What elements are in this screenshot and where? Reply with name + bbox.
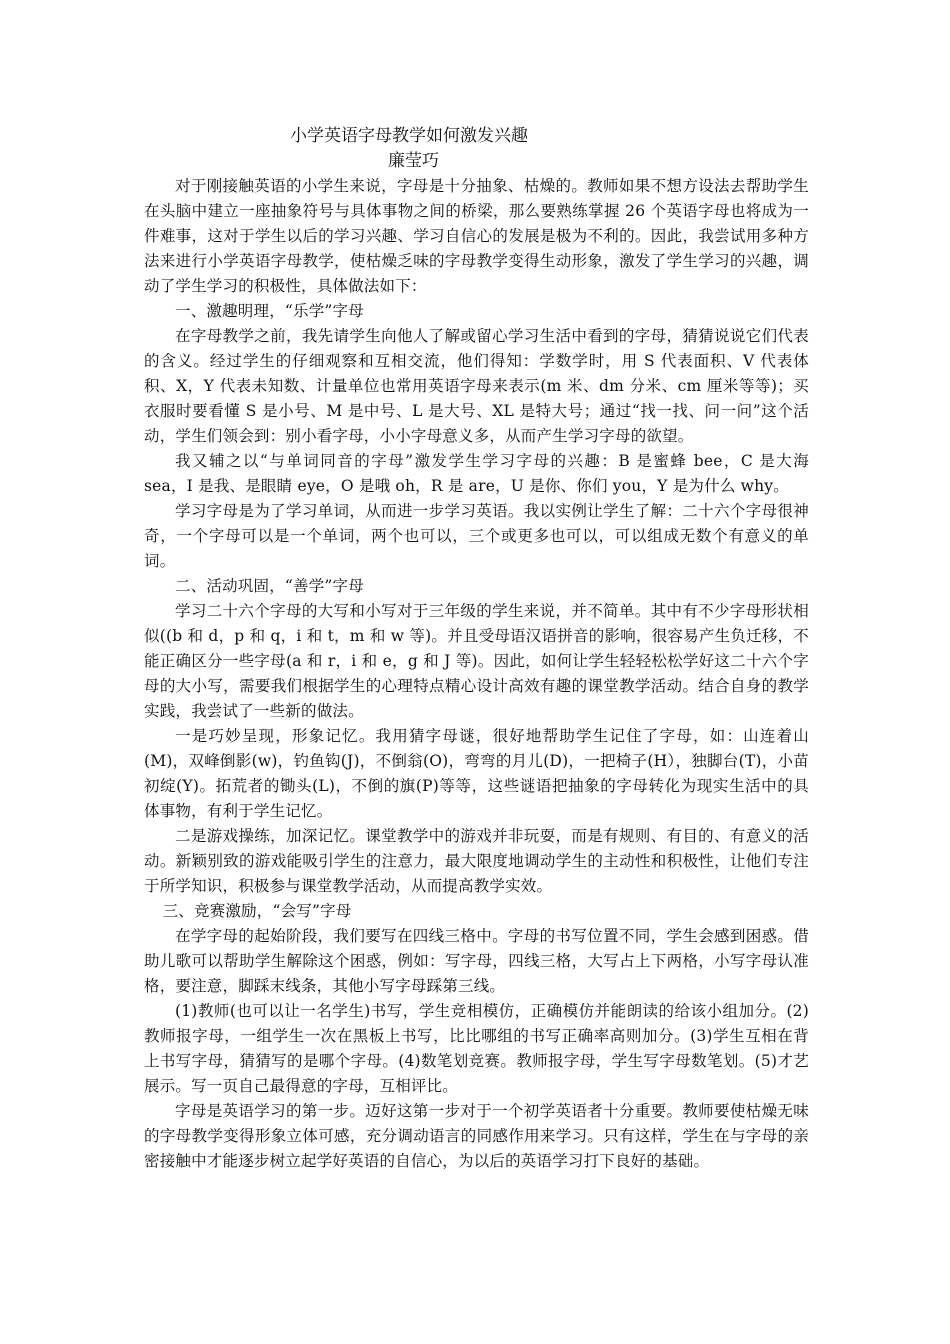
- paragraph-competitions: (1)教师(也可以让一名学生)书写，学生竞相模仿，正确模仿并能朗读的给该小组加分。(2)教师报字母，一组学生一次在黑板上书写，比比哪组的书写正确率高则加分。(3)学生互相在背上书写字母，猜猜写的是哪个字母。(4)数笔划竞赛。教师报字母，学生写字母数笔划。(5)才艺展示。写一页自己最得意的字母，互相评比。: [144, 1002, 809, 1095]
- document-body: [144, 174, 809, 1174]
- paragraph-letters-meaning: 在字母教学之前，我先请学生向他人了解或留心学习生活中看到的字母，猜猜说说它们代表的含义。经过学生的仔细观察和互相交流，他们得知：学数学时，用 S 代表面积、V 代表体积、X，Y 代表未知数、计量单位也常用英语字母来表示(m 米、dm 分米、cm 厘米等等)；买衣服时要看懂 S 是小号、M 是中号、L 是大号、XL 是特大号；通过“找一找、问一问”这个活动，学生们领会到：别小看字母，小小字母意义多，从而产生学习字母的欲望。: [144, 327, 809, 445]
- section-heading-3: 三、竞赛激励，“会写”字母: [162, 902, 352, 920]
- section-heading-2: 二、活动巩固，“善学”字母: [175, 577, 364, 595]
- section-heading-1: 一、激趣明理，“乐学”字母: [175, 302, 364, 320]
- paragraph-words: 学习字母是为了学习单词，从而进一步学习英语。我以实例让学生了解：二十六个字母很神奇，一个字母可以是一个单词，两个也可以，三个或更多也可以，可以组成无数个有意义的单词。: [144, 502, 809, 570]
- paragraph-riddles: 一是巧妙呈现，形象记忆。我用猜字母谜，很好地帮助学生记住了字母，如：山连着山(M)，双峰倒影(w)，钓鱼钩(J)，不倒翁(O)，弯弯的月儿(D)，一把椅子(H），独脚台(T)，小苗初绽(Y)。拓荒者的锄头(L)，不倒的旗(P)等等，这些谜语把抽象的字母转化为现实生活中的具体事物，有利于学生记忆。: [144, 727, 809, 820]
- paragraph-homophones: 我又辅之以“与单词同音的字母”激发学生学习字母的兴趣：B 是蜜蜂 bee，C 是大海 sea，I 是我、是眼睛 eye，O 是哦 oh，R 是 are，U 是你、你们 you，Y 是为什么 why。: [144, 452, 809, 495]
- paragraph-case-learning: 学习二十六个字母的大写和小写对于三年级的学生来说，并不简单。其中有不少字母形状相似((b 和 d，p 和 q，i 和 t，m 和 w 等)。并且受母语汉语拼音的影响，很容易产生负迁移，不能正确区分一些字母(a 和 r，i 和 e，g 和 J 等)。因此，如何让学生轻轻松松学好这二十六个字母的大小写，需要我们根据学生的心理特点精心设计高效有趣的课堂教学活动。结合自身的教学实践，我尝试了一些新的做法。: [144, 602, 809, 720]
- paragraph-games: 二是游戏操练，加深记忆。课堂教学中的游戏并非玩耍，而是有规则、有目的、有意义的活动。新颖别致的游戏能吸引学生的注意力，最大限度地调动学生的主动性和积极性，让他们专注于所学知识，积极参与课堂教学活动，从而提高教学实效。: [144, 827, 809, 895]
- document-author: 廉莹巧: [388, 151, 439, 171]
- document-title: 小学英语字母教学如何激发兴趣: [290, 126, 528, 146]
- paragraph-intro: 对于刚接触英语的小学生来说，字母是十分抽象、枯燥的。教师如果不想方设法去帮助学生在头脑中建立一座抽象符号与具体事物之间的桥梁，那么要熟练掌握 26 个英语字母也将成为一件难事，这对于学生以后的学习兴趣、学习自信心的发展是极为不利的。因此，我尝试用多种方法来进行小学英语字母教学，使枯燥乏味的字母教学变得生动形象，激发了学生学习的兴趣，调动了学生学习的积极性，具体做法如下：: [144, 177, 809, 295]
- paragraph-writing-lines: 在学字母的起始阶段，我们要写在四线三格中。字母的书写位置不同，学生会感到困惑。借助儿歌可以帮助学生解除这个困惑，例如：写字母，四线三格，大写占上下两格，小写字母认准格，要注意，脚踩末线条，其他小写字母踩第三线。: [144, 927, 809, 995]
- paragraph-conclusion: 字母是英语学习的第一步。迈好这第一步对于一个初学英语者十分重要。教师要使枯燥无味的字母教学变得形象立体可感，充分调动语言的同感作用来学习。只有这样，学生在与字母的亲密接触中才能逐步树立起学好英语的自信心，为以后的英语学习打下良好的基础。: [144, 1102, 809, 1170]
